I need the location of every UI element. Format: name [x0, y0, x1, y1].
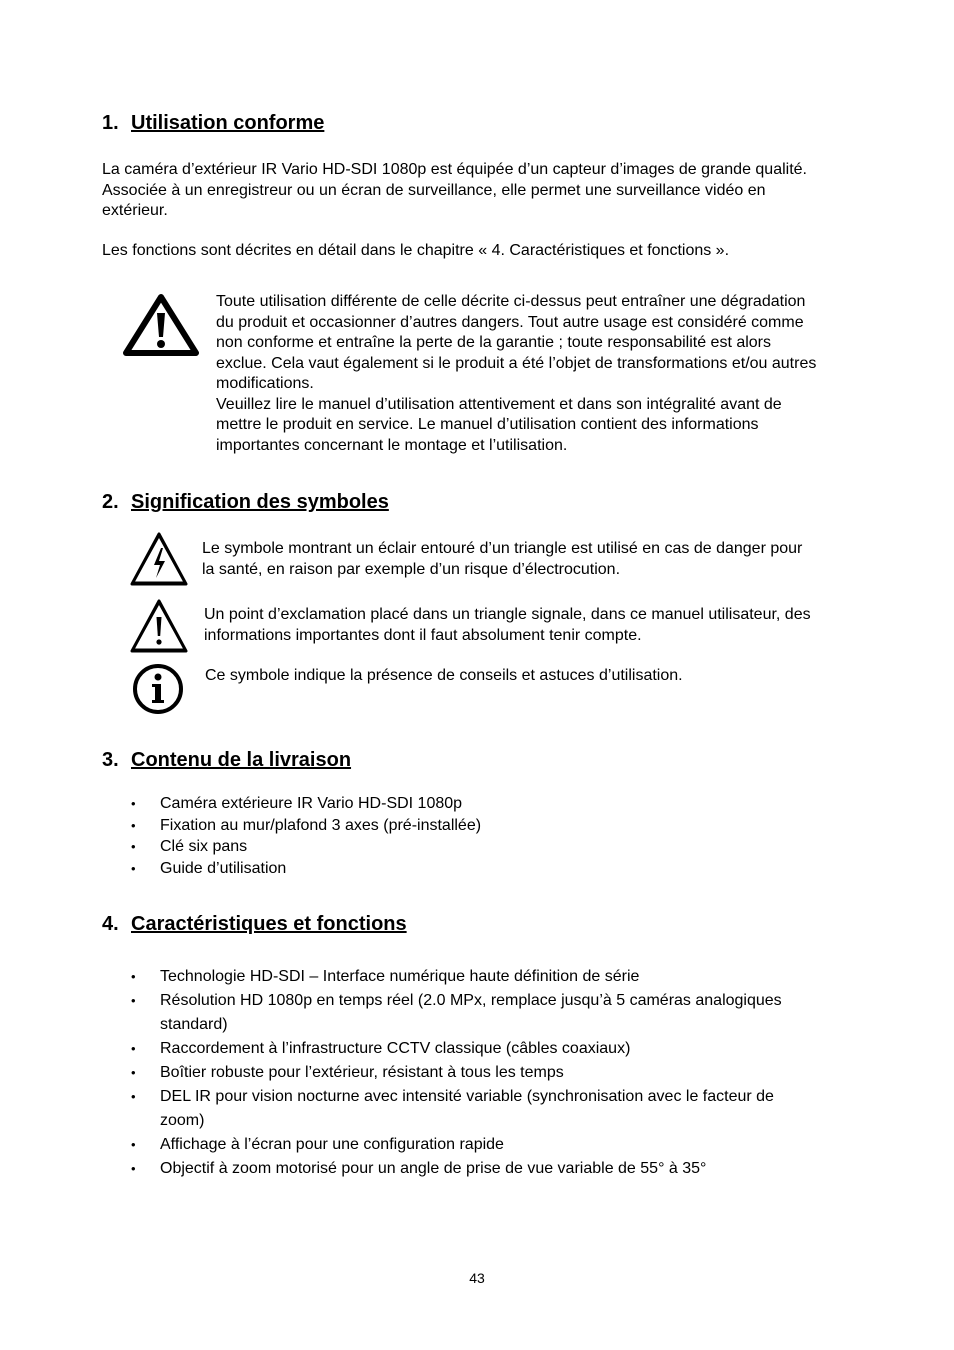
list-item-text: DEL IR pour vision nocturne avec intensité variable (synchronisation avec le facteur de — [160, 1088, 774, 1105]
warning-triangle-icon — [123, 293, 199, 362]
list-item-text: Boîtier robuste pour l’extérieur, résistant à tous les temps — [160, 1064, 564, 1081]
section-number: 2. — [102, 491, 119, 513]
info-symbol-description: Ce symbole indique la présence de conseils et astuces d’utilisation. — [205, 667, 683, 684]
bullet-icon: • — [131, 1089, 136, 1104]
text-line: la santé, en raison par exemple d’un risque d’électrocution. — [202, 560, 621, 578]
page-number: 43 — [469, 1270, 485, 1286]
section-2-heading — [102, 490, 389, 514]
bullet-icon: • — [131, 993, 136, 1008]
text-line: La caméra d’extérieur IR Vario HD-SDI 1080p est équipée d’un capteur d’images de grande qualité. — [102, 161, 807, 178]
list-item-text: Clé six pans — [160, 838, 248, 855]
delivery-contents-list — [0, 793, 481, 879]
bullet-icon: • — [131, 969, 136, 984]
lightning-symbol-description — [202, 539, 802, 580]
text-line: extérieur. — [102, 202, 168, 219]
text-line: Toute utilisation différente de celle décrite ci-dessus peut entraîner une dégradation — [216, 293, 806, 310]
section-number: 4. — [102, 913, 119, 935]
text-line: exclue. Cela vaut également si le produit a été l’objet de transformations et/ou autres — [216, 354, 817, 372]
text-line: non conforme et entraîne la perte de la garantie ; toute responsabilité est alors — [216, 334, 772, 351]
section-number: 3. — [102, 749, 119, 771]
exclamation-triangle-icon — [129, 598, 189, 659]
list-item — [0, 989, 782, 1037]
bullet-icon: • — [131, 1161, 136, 1176]
list-item — [0, 1037, 782, 1061]
text-line: du produit et occasionner d’autres dangers. Tout autre usage est considéré comme — [216, 313, 804, 331]
lightning-triangle-icon — [129, 531, 189, 592]
bullet-icon: • — [131, 860, 136, 876]
list-item — [0, 858, 481, 880]
section-3-heading — [102, 748, 351, 772]
bullet-icon: • — [131, 839, 136, 854]
list-item — [0, 836, 481, 858]
features-list — [0, 965, 782, 1181]
warning-text-block — [216, 292, 816, 456]
list-item-text: Objectif à zoom motorisé pour un angle de prise de vue variable de 55° à 35° — [160, 1160, 707, 1177]
text-line: Le symbole montrant un éclair entouré d’un triangle est utilisé en cas de danger pour — [202, 540, 803, 557]
functions-reference-paragraph: Les fonctions sont décrites en détail dans le chapitre « 4. Caractéristiques et fonctions ». — [102, 242, 730, 259]
info-circle-icon — [131, 662, 185, 721]
list-item-text: Affichage à l’écran pour une configuration rapide — [160, 1136, 504, 1153]
list-item-text: zoom) — [160, 1112, 205, 1129]
bullet-icon: • — [131, 1065, 136, 1080]
exclamation-symbol-description — [204, 605, 811, 646]
list-item — [0, 815, 481, 837]
list-item-text: Fixation au mur/plafond 3 axes (pré-installée) — [160, 816, 482, 834]
text-line: Un point d’exclamation placé dans un triangle signale, dans ce manuel utilisateur, des — [204, 606, 811, 623]
list-item — [0, 1085, 782, 1133]
list-item — [0, 1157, 782, 1181]
bullet-icon: • — [131, 1041, 136, 1056]
section-number: 1. — [102, 112, 119, 134]
text-line: mettre le produit en service. Le manuel d’utilisation contient des informations — [216, 416, 759, 433]
list-item-text: Technologie HD-SDI – Interface numérique haute définition de série — [160, 968, 640, 985]
list-item-text: Caméra extérieure IR Vario HD-SDI 1080p — [160, 795, 463, 812]
bullet-icon: • — [131, 796, 136, 811]
section-title: Utilisation conforme — [131, 112, 325, 134]
list-item — [0, 1133, 782, 1157]
text-line: informations importantes dont il faut absolument tenir compte. — [204, 626, 642, 644]
list-item — [0, 793, 481, 815]
bullet-icon: • — [131, 817, 136, 833]
text-line: importantes concernant le montage et l’utilisation. — [216, 436, 568, 454]
text-line: Veuillez lire le manuel d’utilisation attentivement et dans son intégralité avant de — [216, 395, 782, 413]
bullet-icon: • — [131, 1137, 136, 1152]
list-item-text: Résolution HD 1080p en temps réel (2.0 MPx, remplace jusqu’à 5 caméras analogiques — [160, 992, 782, 1009]
text-line: modifications. — [216, 375, 314, 392]
list-item — [0, 1061, 782, 1085]
intro-paragraph — [102, 160, 807, 222]
text-line: Associée à un enregistreur ou un écran de surveillance, elle permet une surveillance vidéo en — [102, 181, 766, 199]
list-item-text: Guide d’utilisation — [160, 859, 287, 877]
section-title: Contenu de la livraison — [131, 749, 352, 771]
section-title: Signification des symboles — [131, 491, 389, 513]
list-item — [0, 965, 782, 989]
section-1-heading — [102, 111, 324, 135]
section-title: Caractéristiques et fonctions — [131, 913, 407, 935]
list-item-text: standard) — [160, 1016, 228, 1033]
list-item-text: Raccordement à l’infrastructure CCTV classique (câbles coaxiaux) — [160, 1040, 631, 1057]
section-4-heading — [102, 912, 407, 936]
